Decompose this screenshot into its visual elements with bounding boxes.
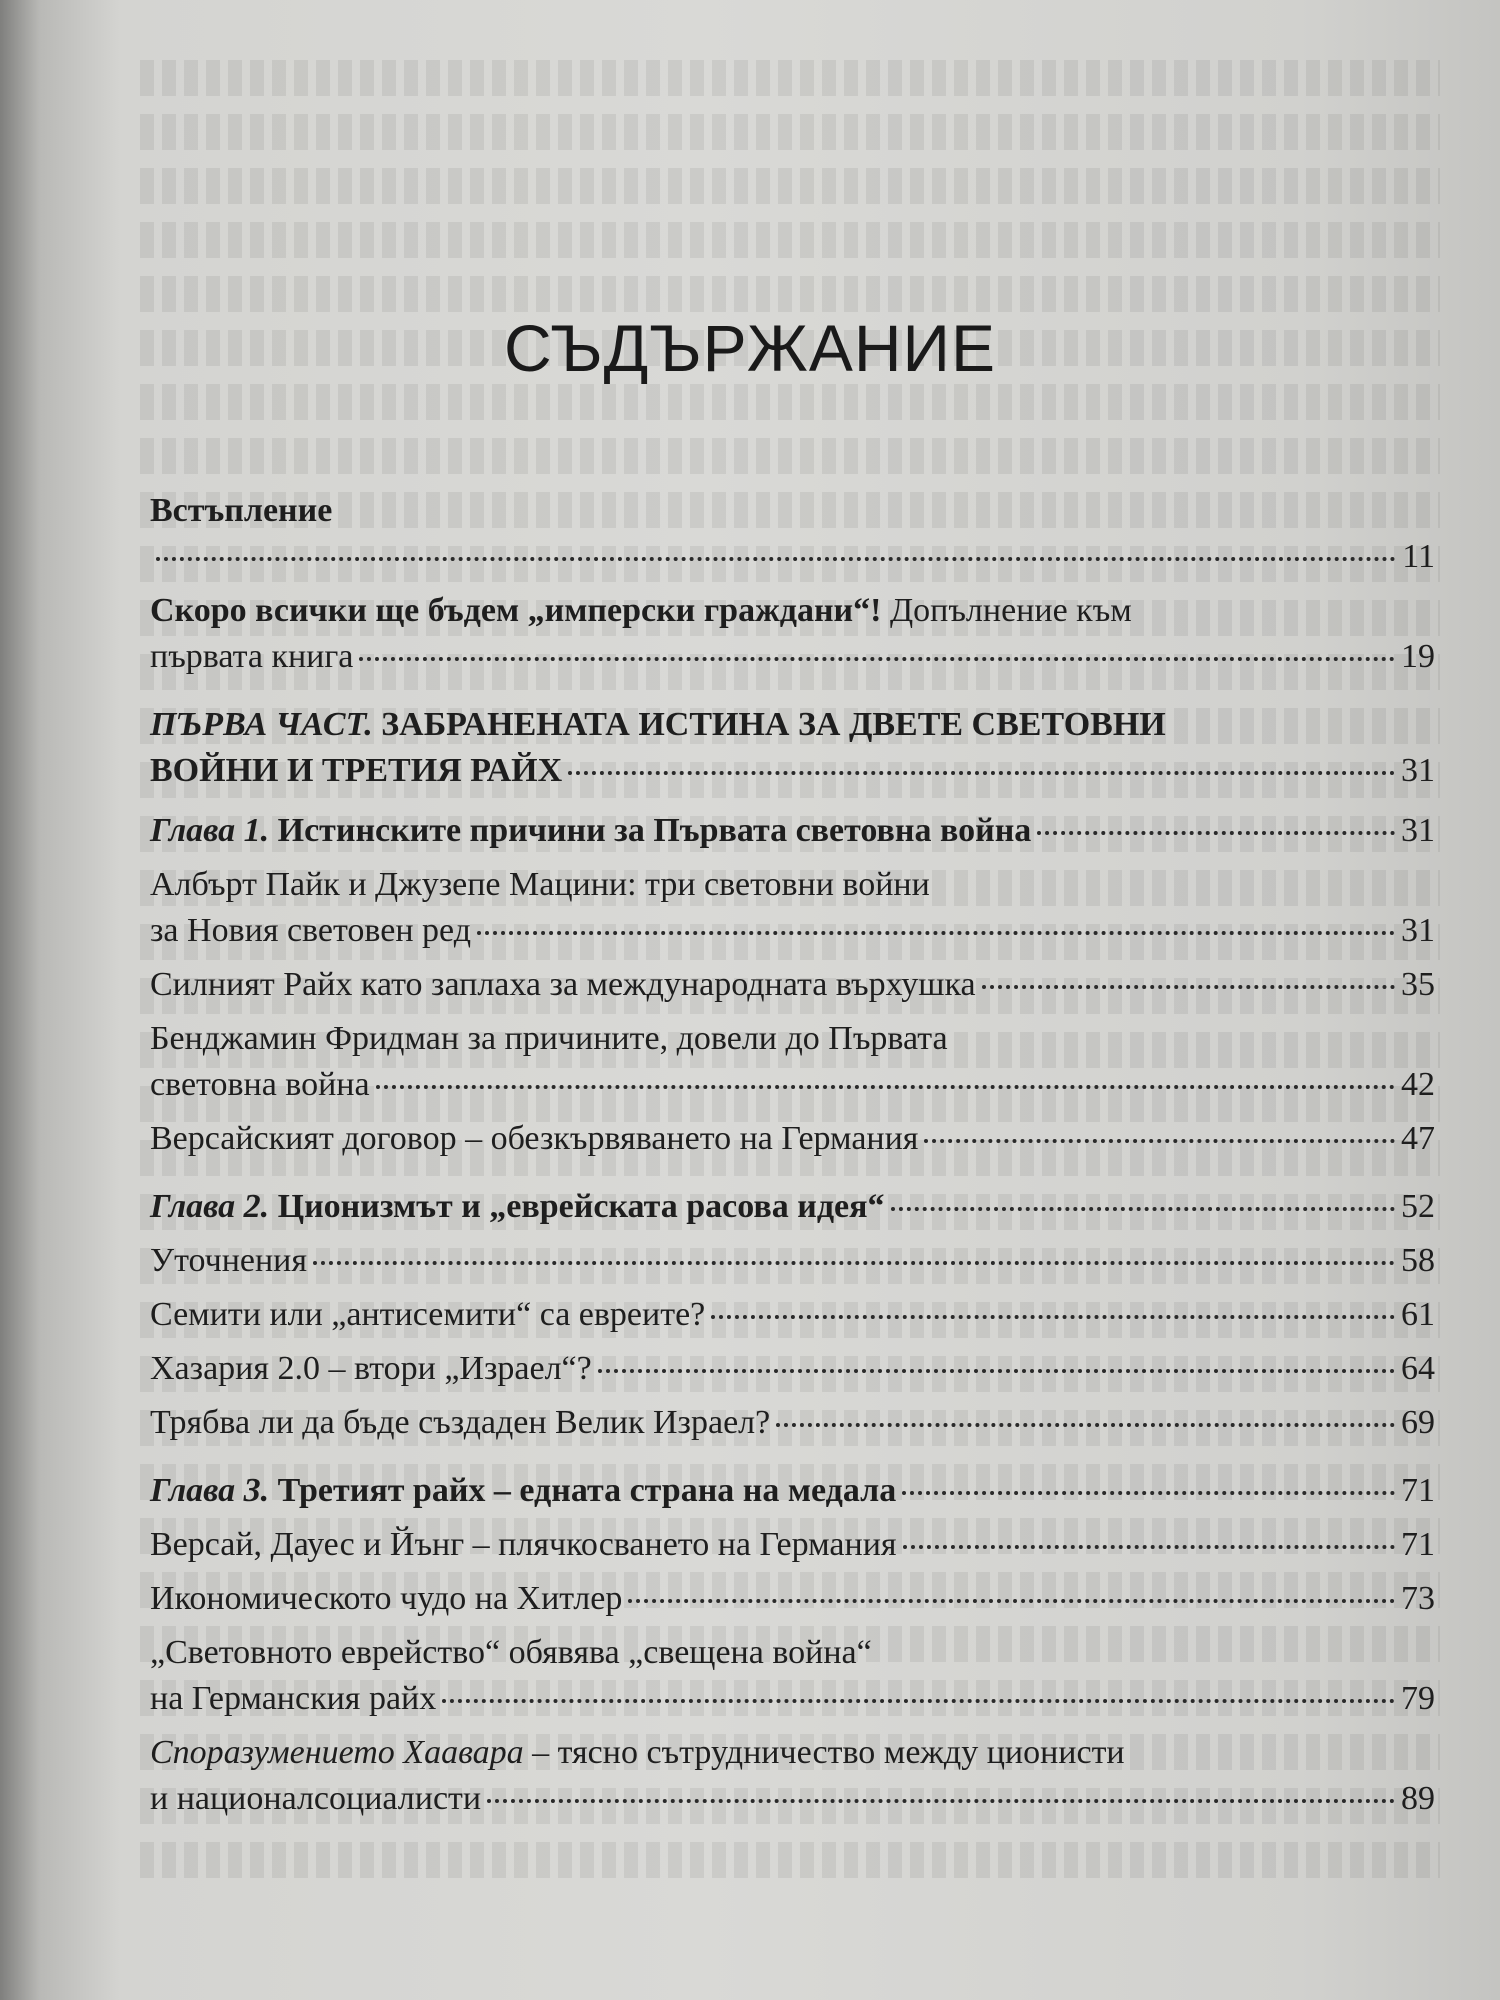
entry-title: Версай, Дауес и Йънг – плячкосването на Германия [150, 1526, 897, 1563]
toc-entry-clarifications [150, 1238, 1435, 1284]
entry-title: Трябва ли да бъде създаден Велик Израел? [150, 1404, 771, 1441]
page-number: 42 [1401, 1066, 1435, 1103]
chapter-label: Глава 2. [150, 1188, 270, 1225]
dot-leader [487, 1799, 1395, 1803]
part-title-line2: ВОЙНИ И ТРЕТИЯ РАЙХ [150, 752, 563, 789]
toc-entry-holy-war [150, 1630, 1435, 1722]
entry-title-rest: Допълнение към [881, 592, 1132, 629]
page-number: 79 [1401, 1680, 1435, 1717]
chapter-title: Третият райх – едната страна на медала [269, 1472, 897, 1509]
entry-title: Силният Райх като заплаха за международната върхушка [150, 966, 976, 1003]
part-title-line1: ЗАБРАНЕНАТА ИСТИНА ЗА ДВЕТЕ СВЕТОВНИ [372, 706, 1166, 743]
dot-leader [359, 657, 1395, 661]
dot-leader [477, 931, 1395, 935]
toc-entry-economic-miracle [150, 1576, 1435, 1622]
chapter-title: Ционизмът и „еврейската расова идея“ [269, 1188, 885, 1225]
table-of-contents [150, 488, 1435, 1822]
page-number: 64 [1401, 1350, 1435, 1387]
toc-entry-khazaria [150, 1346, 1435, 1392]
toc-entry-versailles-dawes-young [150, 1522, 1435, 1568]
toc-entry-semites [150, 1292, 1435, 1338]
dot-leader [442, 1699, 1395, 1703]
page-number: 73 [1401, 1580, 1435, 1617]
dot-leader [628, 1599, 1395, 1603]
chapter-label: Глава 3. [150, 1472, 270, 1509]
entry-title-line2: първата книга [150, 638, 354, 675]
dot-leader [1037, 831, 1395, 835]
entry-title-italic: Споразумението Хаавара [150, 1734, 524, 1771]
toc-entry-haavara [150, 1730, 1435, 1822]
entry-title: Хазария 2.0 – втори „Израел“? [150, 1350, 592, 1387]
dot-leader [903, 1545, 1395, 1549]
entry-title-line2: за Новия световен ред [150, 912, 471, 949]
page-number: 31 [1401, 752, 1435, 789]
entry-title-line2: и националсоциалисти [150, 1780, 482, 1817]
entry-title-line1: „Световното еврейство“ обявява „свещена война“ [150, 1634, 872, 1671]
page-number: 31 [1401, 912, 1435, 949]
toc-entry-friedman [150, 1016, 1435, 1108]
entry-title: Встъпление [150, 492, 333, 529]
entry-title-rest: – тясно сътрудничество между ционисти [523, 1734, 1125, 1771]
entry-title: Версайският договор – обезкървяването на Германия [150, 1120, 919, 1157]
toc-entry-chapter-2 [150, 1184, 1435, 1230]
toc-entry-part-one [150, 702, 1435, 794]
dot-leader [902, 1491, 1395, 1495]
dot-leader [376, 1085, 1395, 1089]
page-number: 69 [1401, 1404, 1435, 1441]
page-number: 47 [1401, 1120, 1435, 1157]
toc-entry-chapter-1 [150, 808, 1435, 854]
page-number: 52 [1401, 1188, 1435, 1225]
dot-leader [568, 771, 1395, 775]
entry-title: Икономическото чудо на Хитлер [150, 1580, 623, 1617]
page-number: 58 [1401, 1242, 1435, 1279]
dot-leader [776, 1423, 1395, 1427]
page-number: 31 [1401, 812, 1435, 849]
toc-entry-pike-mazzini [150, 862, 1435, 954]
entry-title-line2: на Германския райх [150, 1680, 437, 1717]
dot-leader [711, 1315, 1395, 1319]
toc-entry-introduction [150, 488, 1435, 580]
page-number: 11 [1402, 538, 1435, 575]
entry-title: Семити или „антисемити“ са евреите? [150, 1296, 706, 1333]
dot-leader [156, 557, 1396, 561]
toc-entry-strong-reich [150, 962, 1435, 1008]
entry-title-line1: Бенджамин Фридман за причините, довели до Първата [150, 1020, 948, 1057]
toc-entry-chapter-3 [150, 1468, 1435, 1514]
chapter-label: Глава 1. [150, 812, 270, 849]
entry-title-line1: Албърт Пайк и Джузепе Мацини: три световни войни [150, 866, 930, 903]
page-number: 19 [1401, 638, 1435, 675]
page-number: 71 [1401, 1472, 1435, 1509]
toc-entry-versailles-treaty [150, 1116, 1435, 1162]
dot-leader [891, 1207, 1395, 1211]
page-number: 89 [1401, 1780, 1435, 1817]
page-number: 61 [1401, 1296, 1435, 1333]
entry-title-bold: Скоро всички ще бъдем „имперски граждани“! [150, 592, 882, 629]
page-number: 35 [1401, 966, 1435, 1003]
dot-leader [982, 985, 1395, 989]
dot-leader [924, 1139, 1395, 1143]
page-number: 71 [1401, 1526, 1435, 1563]
dot-leader [313, 1261, 1395, 1265]
entry-title: Уточнения [150, 1242, 308, 1279]
chapter-title: Истинските причини за Първата световна война [269, 812, 1032, 849]
page-title: СЪДЪРЖАНИЕ [504, 311, 996, 385]
toc-entry-imperial-citizens [150, 588, 1435, 680]
part-label: ПЪРВА ЧАСТ. [150, 706, 373, 743]
entry-title-line2: световна война [150, 1066, 370, 1103]
dot-leader [598, 1369, 1395, 1373]
toc-entry-great-israel [150, 1400, 1435, 1446]
